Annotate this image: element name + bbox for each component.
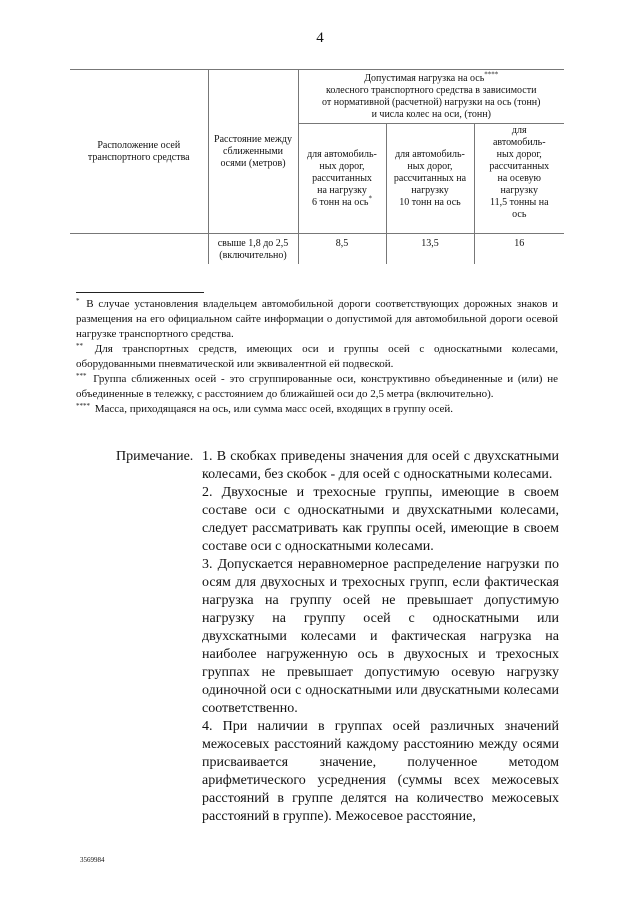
note-item-2: 2. Двухосные и трехосные группы, имеющие в своем составе оси с односкатными и двухскатными колесами, следует рассматривать как группы осей, имеющие в своем составе оси с односкатными колесами. [202, 485, 559, 554]
footnote-4: **** Масса, приходящаяся на ось, или сумма масс осей, входящих в группу осей. [76, 402, 453, 415]
note-item-3: 3. Допускается неравномерное распределение нагрузки по осям для двухосных и трехосных групп, если фактическая нагрузка на группу осей не превышает допустимую нагрузку на группу осей с односкатными или двухскатными колесами и фактическая нагрузка на наиболее нагруженную ось в двухосных и трехосных группах не превышает допустимую осевую нагрузку одиночной оси с односкатными или двускатными колесами соответственно. [202, 557, 559, 716]
cell-location [70, 234, 208, 264]
subheader-11-5t-roads: для автомобиль- ных дорог, рассчитанных на осевую нагрузку 11,5 тонны на ось [474, 124, 564, 234]
footnote-divider [76, 292, 204, 293]
note-item-1: 1. В скобках приведены значения для осей с двухскатными колесами, без скобок - для осей с односкатными колесами. [202, 449, 559, 482]
axle-load-table [70, 69, 564, 264]
note-items [202, 448, 559, 826]
cell-load-6t: 8,5 [298, 234, 386, 264]
cell-load-10t: 13,5 [386, 234, 474, 264]
page-number: 4 [316, 30, 324, 46]
note-label: Примечание. [116, 449, 194, 464]
header-permissible-load: Допустимая нагрузка на ось**** колесного транспортного средства в зависимости от нормативной (расчетной) нагрузки на ось (тонн) и числа колес на оси, (тонн) [298, 70, 564, 124]
footnote-1: * В случае установления владельцем автомобильной дороги соответствующих дорожных знаков и размещения на его официальном сайте информации о допустимой для автомобильной дороги осевой нагрузке транспортного средства. [76, 297, 558, 340]
footnotes [76, 297, 558, 417]
subheader-6t-roads: для автомобиль- ных дорог, рассчитанных на нагрузку 6 тонн на ось* [298, 124, 386, 234]
cell-distance: свыше 1,8 до 2,5 (включительно) [208, 234, 298, 264]
document-code: 3569984 [80, 856, 105, 864]
subheader-10t-roads: для автомобиль- ных дорог, рассчитанных на нагрузку 10 тонн на ось [386, 124, 474, 234]
cell-load-11-5t: 16 [474, 234, 564, 264]
header-axle-location: Расположение осей транспортного средства [70, 70, 208, 234]
header-axle-distance: Расстояние между сближенными осями (метров) [208, 70, 298, 234]
table-row [70, 234, 564, 264]
footnote-2: ** Для транспортных средств, имеющих оси и группы осей с односкатными колесами, оборудованными пневматической или эквивалентной ей подвеской. [76, 342, 558, 370]
note-item-4: 4. При наличии в группах осей различных значений межосевых расстояний каждому расстоянию между осями присваивается значение, полученное методом арифметического усреднения (суммы всех межосевых расстояний в группе делятся на количество межосевых расстояний в группе). Межосевое расстояние, [202, 719, 559, 824]
footnote-3: *** Группа сближенных осей - это сгруппированные оси, конструктивно объединенные и (или) не объединенные в тележку, с расстоянием до ближайшей оси до 2,5 метра (включительно). [76, 372, 558, 400]
